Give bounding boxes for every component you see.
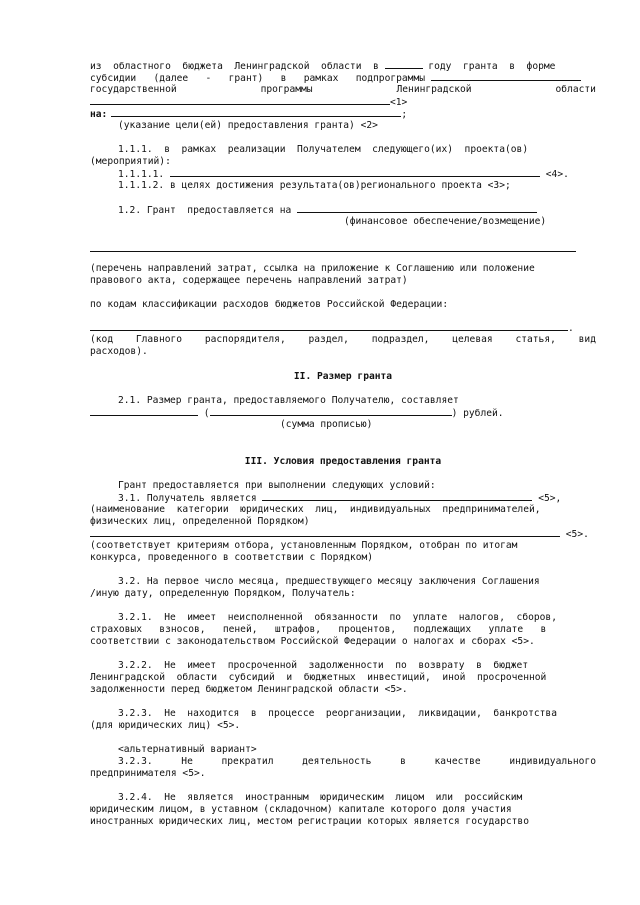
text-line: /иную дату, определенную Порядком, Получатель: xyxy=(90,588,356,599)
text-line: 3.2.1. Не имеет неисполненной обязанности по уплате налогов, сборов, xyxy=(118,612,557,623)
section-heading: II. Размер гранта xyxy=(293,371,393,382)
text-line: Грант предоставляется при выполнении следующих условий: xyxy=(118,480,436,491)
text-line: (финансовое обеспечение/возмещение) xyxy=(344,216,547,227)
text-line: (указание цели(ей) предоставления гранта) <2> xyxy=(118,120,378,131)
text-line: ( ) рублей. xyxy=(90,407,596,419)
text-line: (мероприятий): xyxy=(90,156,171,167)
text-line: (наименование категории юридических лиц, индивидуальных предпринимателей, xyxy=(90,504,541,515)
text-line: страховых взносов, пеней, штрафов, процентов, подлежащих уплате в xyxy=(90,624,547,635)
text-line: по кодам классификации расходов бюджетов Российской Федерации: xyxy=(90,299,449,310)
text-line: на: ; xyxy=(90,109,408,120)
text-line: 1.1.1. в рамках реализации Получателем следующего(их) проекта(ов) xyxy=(118,144,529,155)
text-line: 1.1.1.2. в целях достижения результата(ов)регионального проекта <3>; xyxy=(118,180,511,191)
text-line: государственной программы Ленинградской области xyxy=(90,84,596,95)
text-line: . xyxy=(90,322,596,334)
text-line: задолженности перед бюджетом Ленинградской области <5>. xyxy=(90,684,408,695)
text-line: расходов). xyxy=(90,346,148,357)
text-line: 3.2.3. Не прекратил деятельность в качестве индивидуального xyxy=(118,756,596,767)
text-line: 1.2. Грант предоставляется на xyxy=(118,204,624,216)
text-line: <5>. xyxy=(90,528,596,540)
text-line: из областного бюджета Ленинградской области в году гранта в форме xyxy=(90,61,556,72)
text-line: 3.2.4. Не является иностранным юридическим лицом или российским xyxy=(118,792,523,803)
blank-line xyxy=(90,251,576,252)
text-line: <1> xyxy=(90,96,596,108)
text-line: конкурса, проведенного в соответствии с Порядком) xyxy=(90,552,374,563)
text-line: (код Главного распорядителя, раздел, подраздел, целевая статья, вид xyxy=(90,334,596,345)
text-line: <альтернативный вариант> xyxy=(118,744,257,755)
text-line: 3.1. Получатель является <5>, xyxy=(118,493,562,504)
text-line: соответствии с законодательством Российской Федерации о налогах и сборах <5>. xyxy=(90,636,535,647)
text-line: физических лиц, определенной Порядком) xyxy=(90,516,310,527)
text-line: субсидии (далее - грант) в рамках подпрограммы xyxy=(90,72,596,84)
text-line: правового акта, содержащее перечень направлений затрат) xyxy=(90,275,408,286)
text-line: предпринимателя <5>. xyxy=(90,768,206,779)
text-line: (соответствует критериям отбора, установленным Порядком, отобран по итогам xyxy=(90,540,518,551)
text-line: 2.1. Размер гранта, предоставляемого Получателю, составляет xyxy=(118,395,459,406)
text-line: юридическим лицом, в уставном (складочном) капитале которого доля участия xyxy=(90,804,512,815)
text-line: Ленинградской области субсидий и бюджетных инвестиций, иной просроченной xyxy=(90,672,547,683)
text-line: (перечень направлений затрат, ссылка на приложение к Соглашению или положение xyxy=(90,263,535,274)
text-line: (для юридических лиц) <5>. xyxy=(90,720,241,731)
section-heading: III. Условия предоставления гранта xyxy=(244,456,442,467)
text-line: (сумма прописью) xyxy=(280,419,373,430)
text-line: 3.2.2. Не имеет просроченной задолженности по возврату в бюджет xyxy=(118,660,529,671)
text-line: 3.2. На первое число месяца, предшествующего месяцу заключения Соглашения xyxy=(118,576,540,587)
text-line: 3.2.3. Не находится в процессе реорганизации, ликвидации, банкротства xyxy=(118,708,557,719)
text-line: 1.1.1.1. <4>. xyxy=(118,169,569,180)
text-line: иностранных юридических лиц, местом регистрации которых является государство xyxy=(90,816,529,827)
